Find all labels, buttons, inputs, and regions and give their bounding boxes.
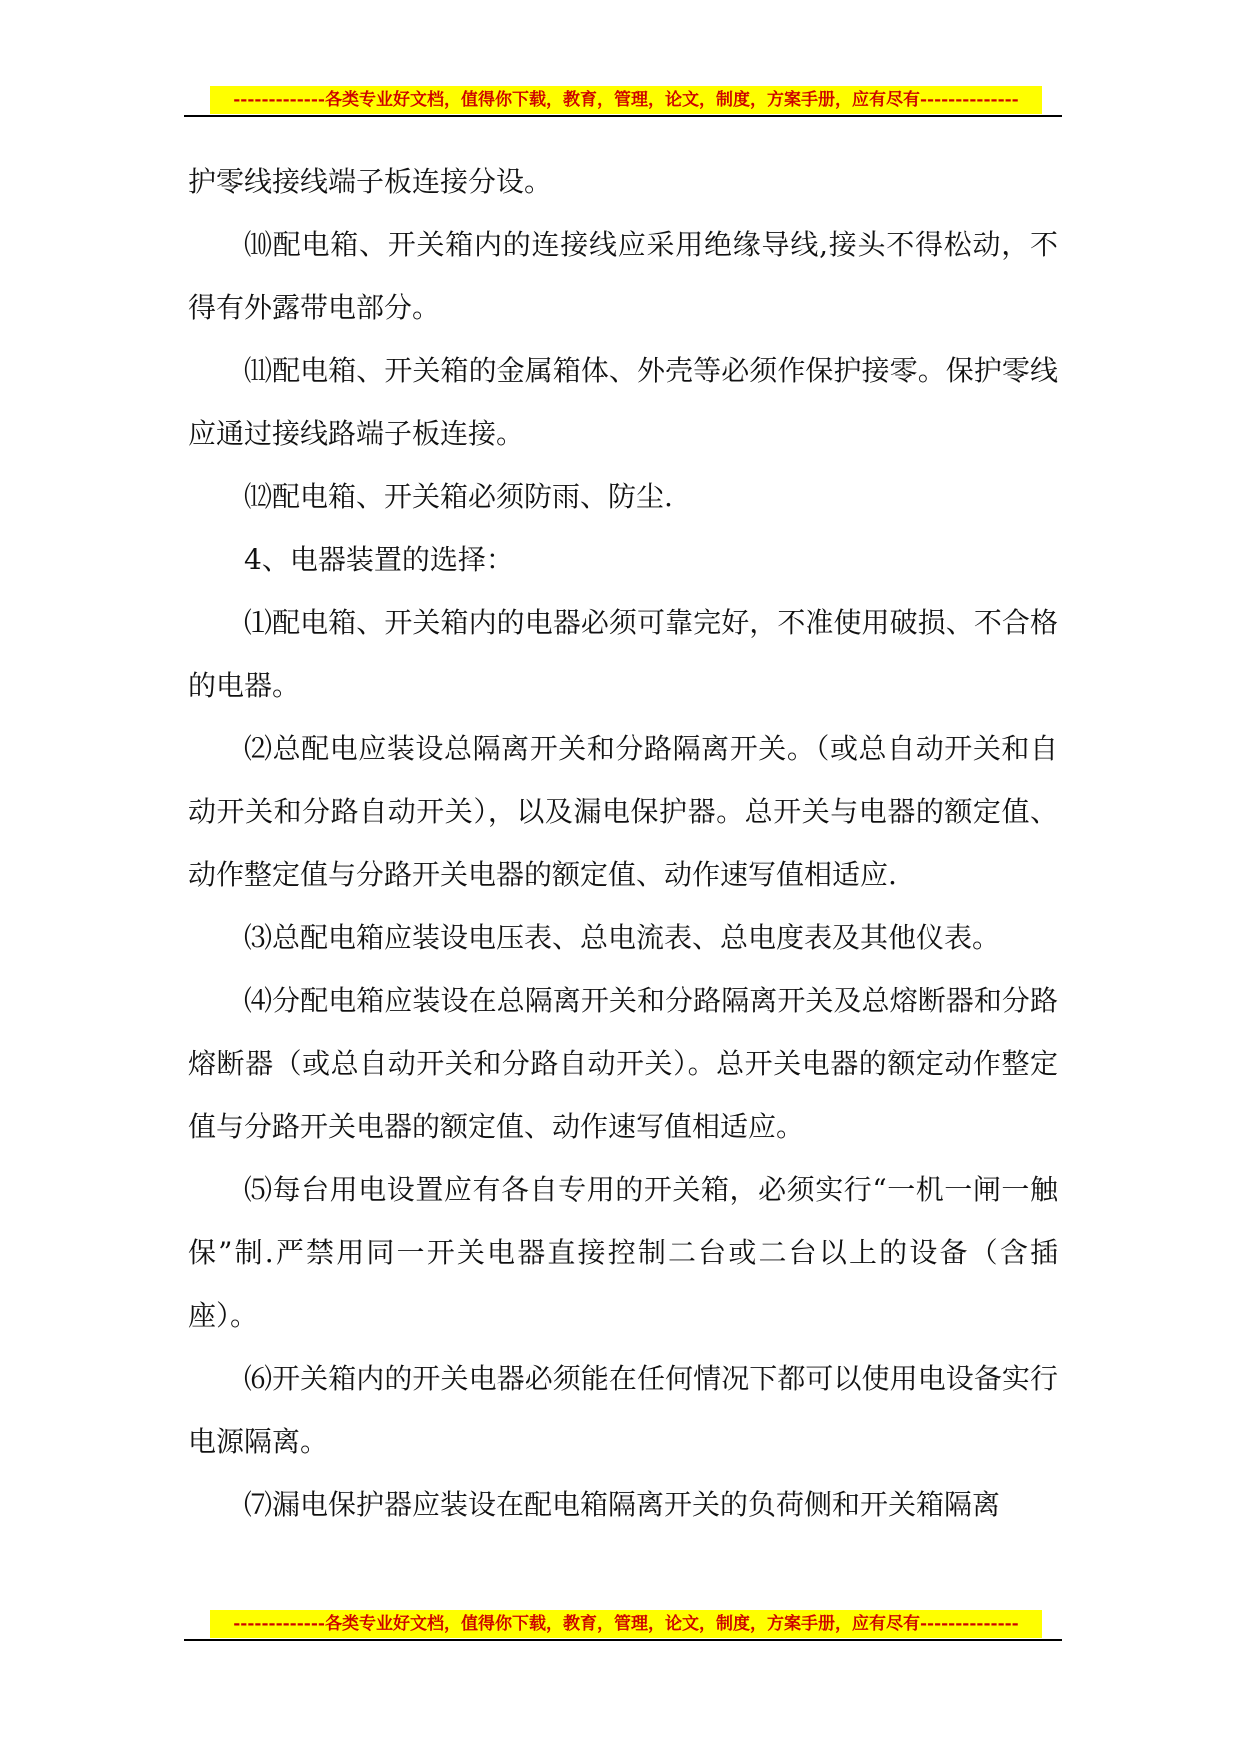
paragraph-item-2: ⑵总配电应装设总隔离开关和分路隔离开关。（或总自动开关和自动开关和分路自动开关），以及漏电保护器。总开关与电器的额定值、动作整定值与分路开关电器的额定值、动作速写值相适应. [188, 732, 1058, 891]
paragraph-item-5: ⑸每台用电设置应有各自专用的开关箱，必须实行“一机一闸一触保”制.严禁用同一开关电器直接控制二台或二台以上的设备（含插座）。 [188, 1173, 1058, 1332]
section-heading: 4、电器装置的选择： [244, 543, 514, 576]
paragraph-item-3: ⑶总配电箱应装设电压表、总电流表、总电度表及其他仪表。 [244, 921, 1001, 954]
paragraph-item-10: ⑽配电箱、开关箱内的连接线应采用绝缘导线,接头不得松动，不得有外露带电部分。 [188, 228, 1058, 324]
paragraph-item-4: ⑷分配电箱应装设在总隔离开关和分路隔离开关及总熔断器和分路熔断器（或总自动开关和分路自动开关）。总开关电器的额定动作整定值与分路开关电器的额定值、动作速写值相适应。 [188, 984, 1058, 1143]
paragraph-item-7: ⑺漏电保护器应装设在配电箱隔离开关的负荷侧和开关箱隔离 [244, 1488, 1001, 1521]
header-rule [184, 115, 1062, 117]
document-body [188, 150, 1058, 1536]
paragraph-item-12: ⑿配电箱、开关箱必须防雨、防尘. [244, 480, 673, 513]
paragraph-item-6: ⑹开关箱内的开关电器必须能在任何情况下都可以使用电设备实行电源隔离。 [188, 1362, 1058, 1458]
paragraph-item-1: ⑴配电箱、开关箱内的电器必须可靠完好，不准使用破损、不合格的电器。 [188, 606, 1058, 702]
paragraph-continuation: 护零线接线端子板连接分设。 [188, 165, 553, 198]
header-banner: -------------各类专业好文档，值得你下载，教育，管理，论文，制度，方案手册，应有尽有-------------- [210, 86, 1042, 114]
paragraph-item-11: ⑾配电箱、开关箱的金属箱体、外壳等必须作保护接零。保护零线应通过接线路端子板连接。 [188, 354, 1058, 450]
footer-banner: -------------各类专业好文档，值得你下载，教育，管理，论文，制度，方案手册，应有尽有-------------- [210, 1610, 1042, 1638]
footer-rule [184, 1639, 1062, 1641]
